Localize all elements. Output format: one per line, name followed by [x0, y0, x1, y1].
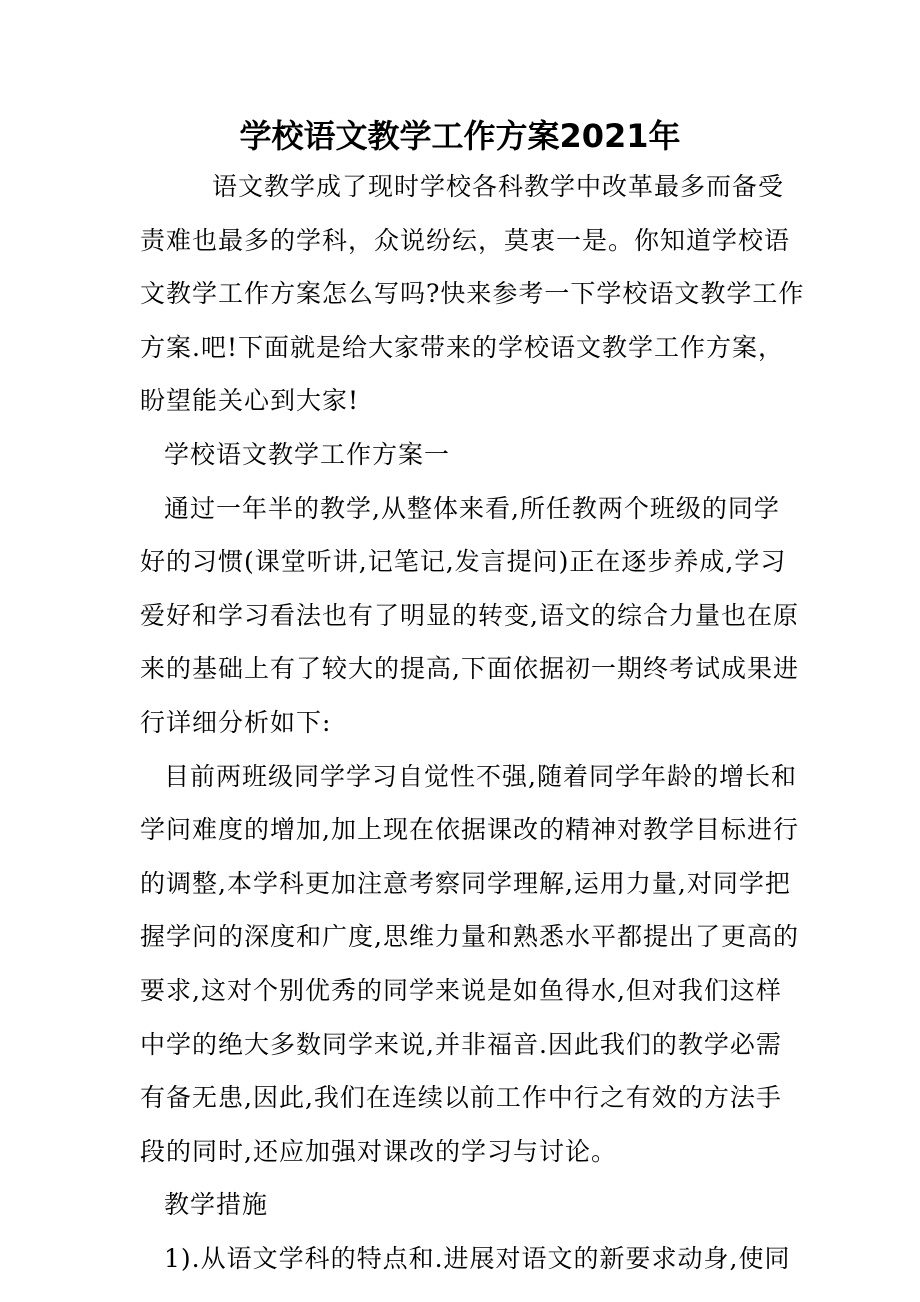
situation-line-7: 有备无患,因此,我们在连续以前工作中行之有效的方法手 [140, 1083, 782, 1113]
situation-paragraph [140, 750, 799, 1179]
situation-line-5: 要求,这对个别优秀的同学来说是如鱼得水,但对我们这样 [140, 975, 782, 1005]
measures-item-1-line-1: 1).从语文学科的特点和.进展对语文的新要求动身,使同 [164, 1243, 791, 1273]
analysis-line-5: 行详细分析如下: [140, 707, 332, 737]
analysis-line-2: 好的习惯(课堂听讲,记笔记,发言提问)正在逐步养成,学习 [140, 547, 787, 577]
analysis-line-3: 爱好和学习看法也有了明显的转变,语文的综合力量也在原 [140, 600, 799, 630]
situation-line-2: 学问难度的增加,加上现在依据课改的精神对教学目标进行 [140, 815, 799, 845]
document-body [140, 160, 805, 1285]
analysis-paragraph [140, 482, 799, 750]
situation-line-3: 的调整,本学科更加注意考察同学理解,运用力量,对同学把 [140, 868, 791, 898]
section-heading-plan-one: 学校语文教学工作方案一 [164, 439, 451, 469]
intro-line-5: 盼望能关心到大家! [140, 386, 360, 416]
section-heading-measures: 教学措施 [164, 1190, 269, 1220]
analysis-line-4: 来的基础上有了较大的提高,下面依据初一期终考试成果进 [140, 654, 799, 684]
situation-line-8: 段的同时,还应加强对课改的学习与讨论。 [140, 1136, 617, 1166]
intro-line-2: 责难也最多的学科，众说纷纭，莫衷一是。你知道学校语 [140, 225, 791, 255]
intro-line-1: 语文教学成了现时学校各科教学中改革最多而备受 [212, 172, 785, 201]
document-title: 学校语文教学工作方案2021年 [239, 117, 681, 155]
situation-line-6: 中学的绝大多数同学来说,并非福音.因此我们的教学必需 [140, 1029, 782, 1059]
intro-line-3: 文教学工作方案怎么写吗?快来参考一下学校语文教学工作 [140, 279, 805, 309]
situation-line-1: 目前两班级同学学习自觉性不强,随着同学年龄的增长和 [164, 761, 797, 791]
intro-paragraph [140, 160, 805, 428]
intro-line-4: 方案.吧!下面就是给大家带来的学校语文教学工作方案， [140, 332, 784, 362]
situation-line-4: 握学问的深度和广度,思维力量和熟悉水平都提出了更高的 [140, 922, 799, 952]
measures-list-item-1 [140, 1232, 791, 1286]
analysis-line-1: 通过一年半的教学,从整体来看,所任教两个班级的同学 [164, 493, 780, 523]
